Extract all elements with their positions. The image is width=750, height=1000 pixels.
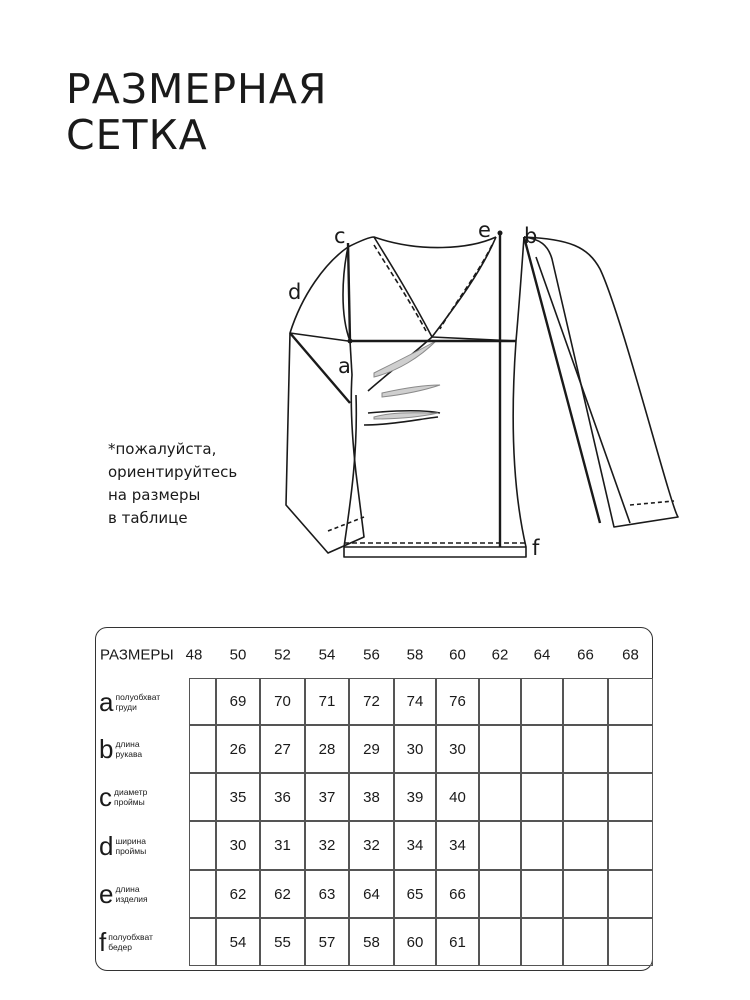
row-description-line: проймы xyxy=(114,797,145,807)
size-cell: 32 xyxy=(349,821,394,870)
size-header: 62 xyxy=(491,646,509,664)
size-cell xyxy=(521,821,563,870)
size-header: 60 xyxy=(449,646,466,664)
size-cell xyxy=(189,870,216,918)
diagram-label-a: a xyxy=(338,354,351,378)
row-description xyxy=(115,836,146,856)
size-cell: 30 xyxy=(216,821,260,870)
row-label xyxy=(99,830,147,861)
diagram-label-e: e xyxy=(478,218,491,242)
row-description xyxy=(115,739,142,759)
size-cell: 31 xyxy=(260,821,305,870)
size-note xyxy=(108,438,237,530)
size-cell: 30 xyxy=(394,725,436,773)
size-cell xyxy=(563,678,608,725)
diagram-label-b: b xyxy=(524,224,538,248)
row-label xyxy=(99,686,161,717)
size-cell: 62 xyxy=(216,870,260,918)
row-description xyxy=(114,787,147,807)
row-label xyxy=(99,784,147,810)
row-description xyxy=(115,692,160,712)
size-cell xyxy=(608,725,653,773)
size-cell xyxy=(479,870,521,918)
row-description-line: груди xyxy=(115,701,137,712)
row-description-line: длина xyxy=(115,884,140,894)
size-cell: 34 xyxy=(394,821,436,870)
size-cell: 29 xyxy=(349,725,394,773)
size-cell: 40 xyxy=(436,773,479,821)
size-cell: 57 xyxy=(305,918,349,966)
row-letter: c xyxy=(99,782,112,812)
size-cell xyxy=(189,678,216,725)
size-cell xyxy=(563,821,608,870)
size-cell: 36 xyxy=(260,773,305,821)
row-description-line: полуобхват xyxy=(115,691,161,702)
row-label xyxy=(99,881,148,907)
diagram-label-d: d xyxy=(288,280,302,304)
row-description xyxy=(115,884,147,904)
size-cell xyxy=(189,918,216,966)
size-cell: 38 xyxy=(349,773,394,821)
size-cell xyxy=(521,725,563,773)
size-cell: 55 xyxy=(260,918,305,966)
size-header: 52 xyxy=(274,646,291,664)
row-description-line: диаметр xyxy=(114,787,148,797)
size-cell xyxy=(563,918,608,966)
size-cell: 35 xyxy=(216,773,260,821)
size-cell xyxy=(521,870,563,918)
size-cell xyxy=(479,773,521,821)
size-cell xyxy=(189,773,216,821)
size-header: 68 xyxy=(622,646,639,664)
row-description-line: полуобхват xyxy=(108,932,153,942)
size-cell xyxy=(563,725,608,773)
size-cell: 69 xyxy=(216,678,260,725)
size-cell xyxy=(563,773,608,821)
size-cell xyxy=(563,870,608,918)
size-cell: 54 xyxy=(216,918,260,966)
size-cell: 34 xyxy=(436,821,479,870)
row-label xyxy=(99,929,153,955)
size-cell: 60 xyxy=(394,918,436,966)
size-header: 64 xyxy=(533,646,551,664)
row-letter: f xyxy=(99,927,107,957)
garment-diagram xyxy=(270,205,690,565)
size-cell: 37 xyxy=(305,773,349,821)
diagram-label-f: f xyxy=(532,536,540,560)
title-line-1: РАЗМЕРНАЯ xyxy=(66,65,328,113)
size-cell: 64 xyxy=(349,870,394,918)
size-cell: 26 xyxy=(216,725,260,773)
size-cell: 28 xyxy=(305,725,349,773)
size-cell xyxy=(608,870,653,918)
size-header: 66 xyxy=(577,646,594,664)
row-description-line: бедер xyxy=(108,942,132,952)
title-line-2: СЕТКА xyxy=(66,111,208,159)
size-cell xyxy=(189,725,216,773)
size-cell: 62 xyxy=(260,870,305,918)
size-cell: 27 xyxy=(260,725,305,773)
size-cell xyxy=(479,725,521,773)
row-description-line: проймы xyxy=(115,845,147,856)
size-cell xyxy=(521,918,563,966)
row-letter: e xyxy=(99,879,114,909)
size-cell: 39 xyxy=(394,773,436,821)
size-cell: 32 xyxy=(305,821,349,870)
size-cell: 76 xyxy=(436,678,479,725)
size-cell xyxy=(608,918,653,966)
page-title xyxy=(66,66,327,158)
row-letter: b xyxy=(99,734,114,764)
row-description-line: длина xyxy=(115,739,140,749)
note-line-3: на размеры xyxy=(108,486,201,504)
size-cell xyxy=(479,918,521,966)
size-cell: 63 xyxy=(305,870,349,918)
size-header: 54 xyxy=(318,646,336,664)
size-cell xyxy=(521,678,563,725)
note-line-1: *пожалуйста, xyxy=(108,440,217,458)
size-cell: 30 xyxy=(436,725,479,773)
note-line-4: в таблице xyxy=(108,509,188,527)
size-cell xyxy=(189,821,216,870)
size-cell: 72 xyxy=(349,678,394,725)
note-line-2: ориентируйтесь xyxy=(108,463,238,481)
size-cell: 70 xyxy=(260,678,305,725)
row-label xyxy=(99,736,142,762)
size-cell: 58 xyxy=(349,918,394,966)
size-cell: 71 xyxy=(305,678,349,725)
diagram-label-c: c xyxy=(334,224,346,248)
size-cell xyxy=(608,678,653,725)
row-description xyxy=(108,932,153,952)
size-cell: 65 xyxy=(394,870,436,918)
size-cell xyxy=(521,773,563,821)
size-cell xyxy=(479,821,521,870)
row-letter: a xyxy=(99,686,114,717)
size-header: 50 xyxy=(229,646,247,664)
row-description-line: изделия xyxy=(115,894,148,904)
row-description-line: рукава xyxy=(115,749,143,759)
size-cell: 61 xyxy=(436,918,479,966)
size-header: 56 xyxy=(363,646,380,664)
size-header: 58 xyxy=(406,646,424,664)
size-cell xyxy=(608,821,653,870)
size-cell xyxy=(479,678,521,725)
sizes-header-label: РАЗМЕРЫ xyxy=(100,646,174,664)
size-header: 48 xyxy=(185,646,203,664)
size-cell xyxy=(608,773,653,821)
size-cell: 66 xyxy=(436,870,479,918)
row-letter: d xyxy=(99,830,114,861)
row-description-line: ширина xyxy=(115,835,146,846)
size-cell: 74 xyxy=(394,678,436,725)
size-table xyxy=(95,627,653,971)
